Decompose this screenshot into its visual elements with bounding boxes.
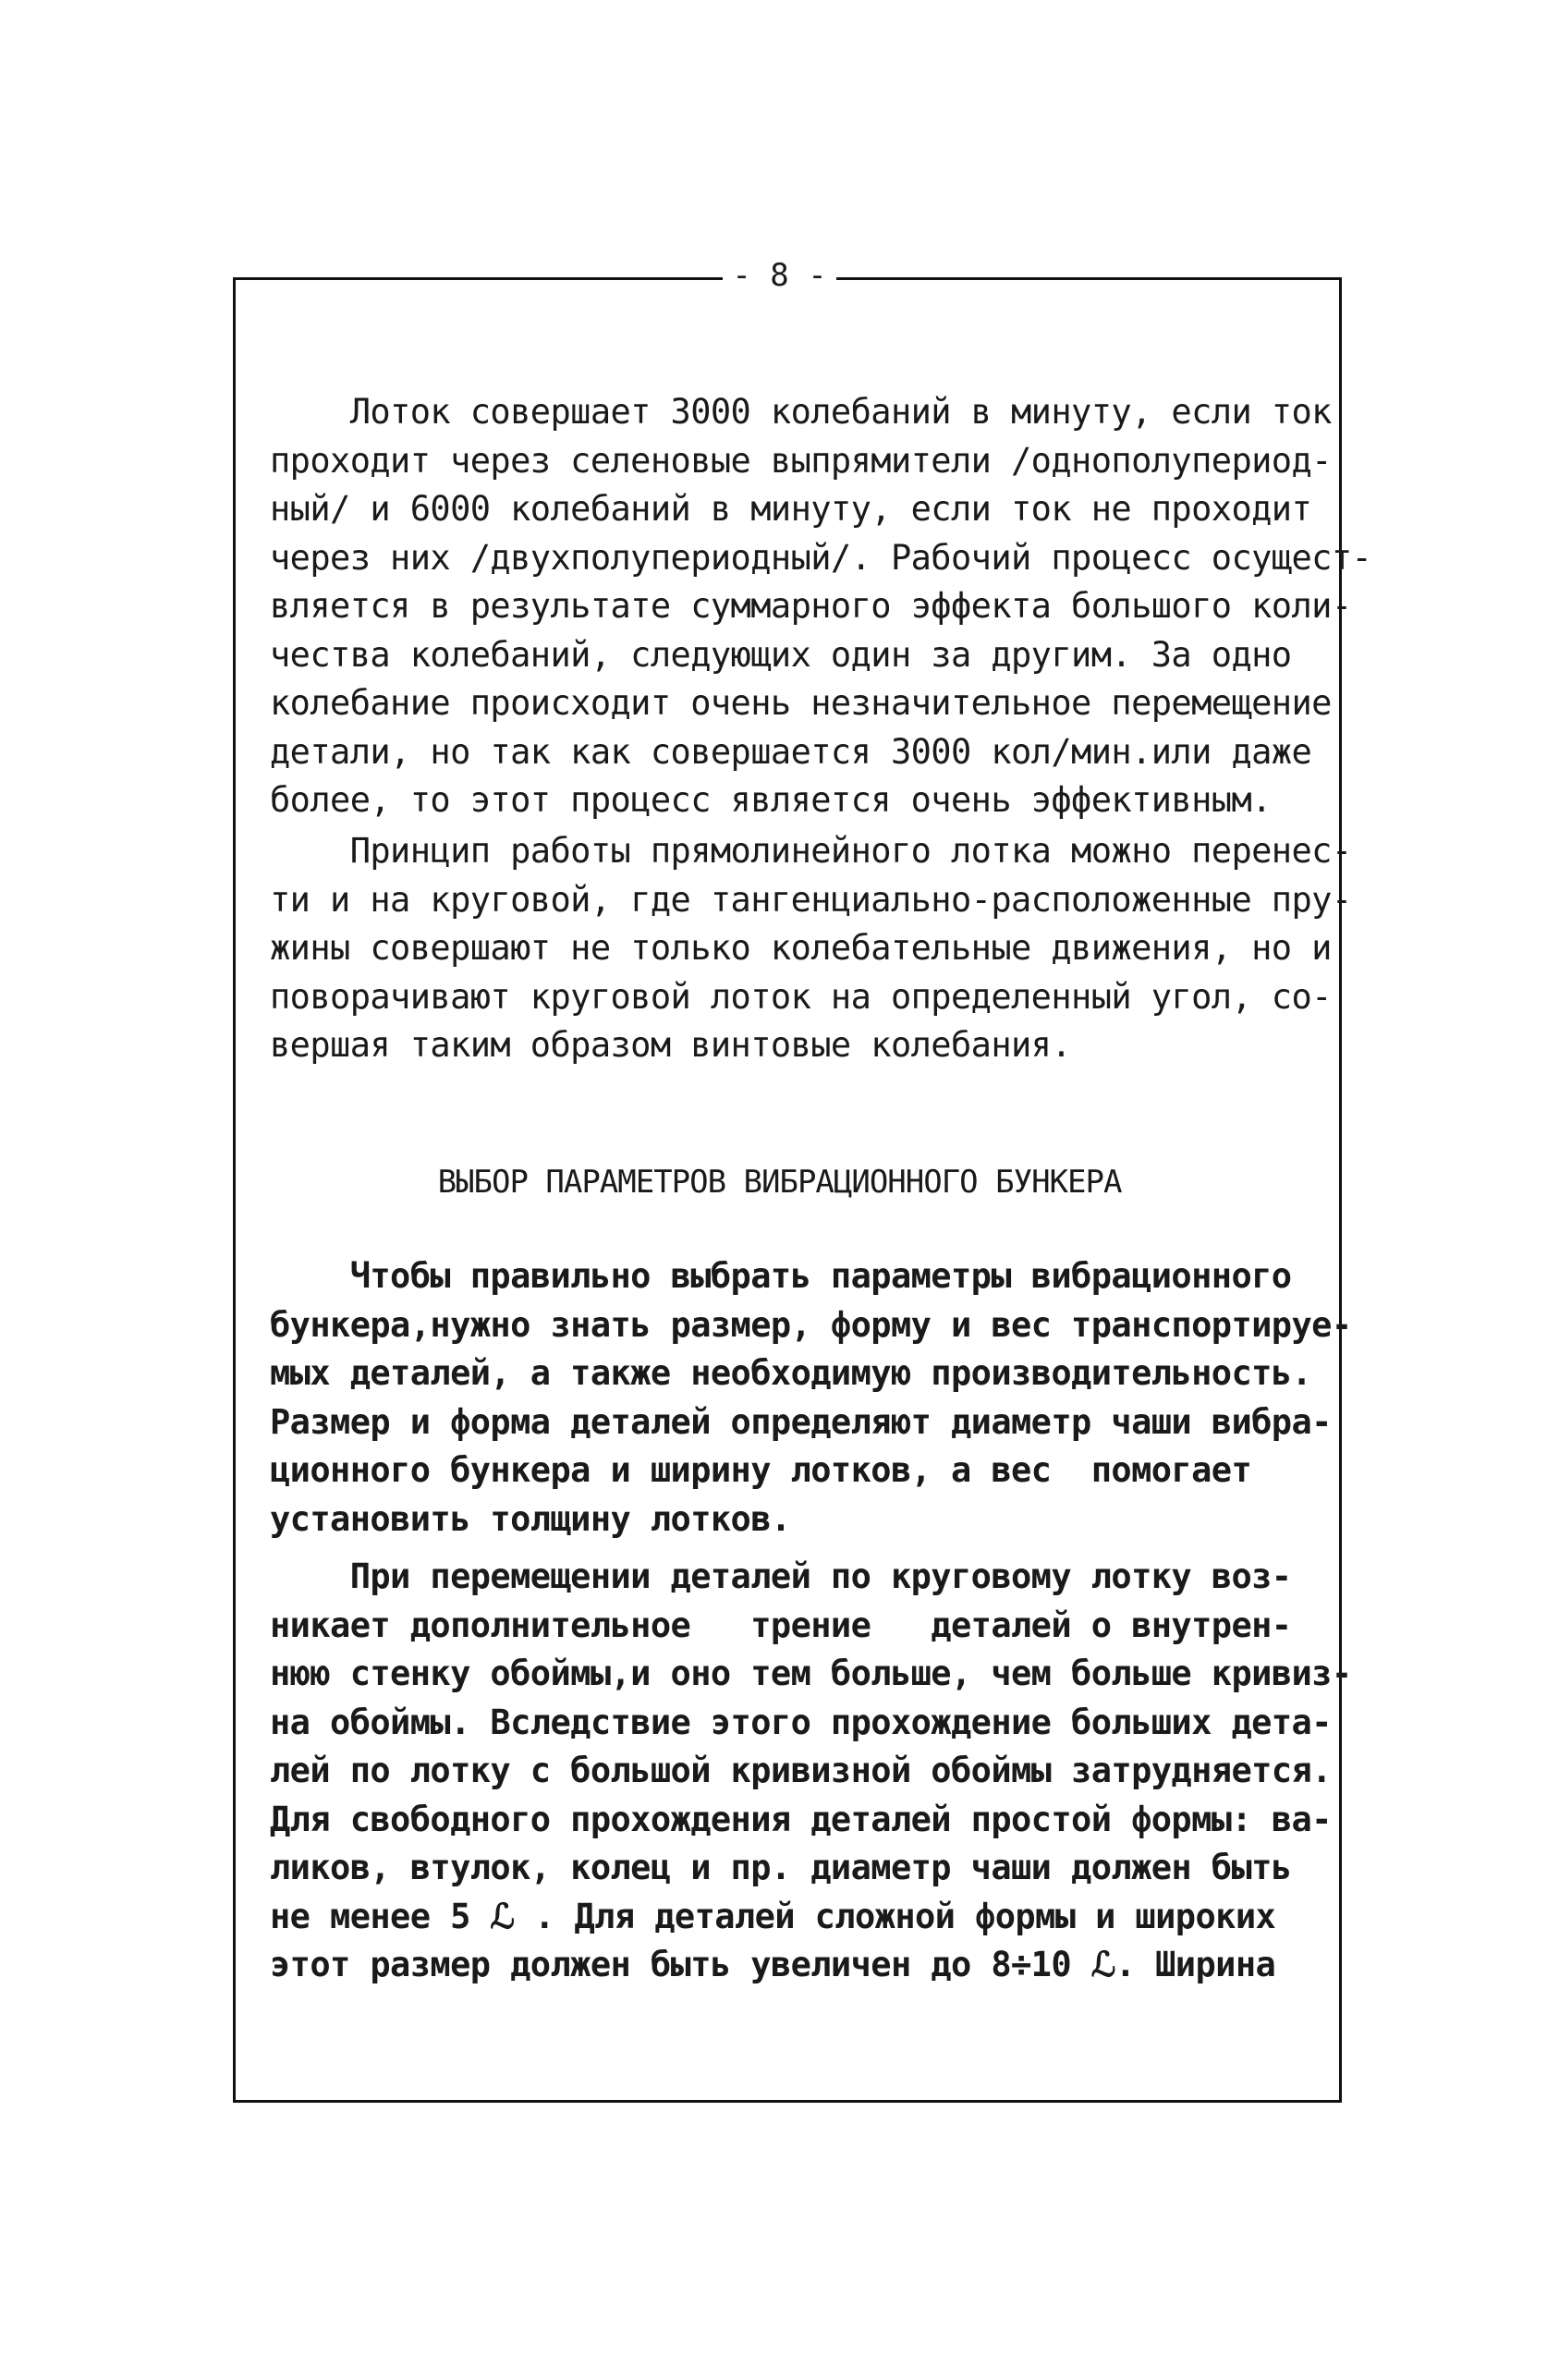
text-line: этот размер должен быть увеличен до 8÷10 ℒ. Ширина: [270, 1945, 1276, 1984]
text-line: более, то этот процесс является очень эффективным.: [270, 780, 1272, 820]
paragraph-1: [270, 388, 1371, 825]
paragraph-3: [270, 1252, 1352, 1544]
text-line: ликов, втулок, колец и пр. диаметр чаши должен быть: [270, 1848, 1292, 1887]
text-line: чества колебаний, следующих один за другим. За одно: [270, 634, 1292, 675]
text-line: детали, но так как совершается 3000 кол/мин.или даже: [270, 731, 1312, 772]
text-line: никает дополнительное трение деталей о внутрен-: [270, 1605, 1292, 1645]
text-line: поворачивают круговой лоток на определенный угол, со-: [270, 976, 1332, 1017]
text-line: Для свободного прохождения деталей простой формы: ва-: [270, 1799, 1332, 1839]
text-line: не менее 5 ℒ . Для деталей сложной формы и широких: [270, 1896, 1276, 1936]
paragraph-4: [270, 1553, 1352, 1990]
text-line: мых деталей, а также необходимую производительность.: [270, 1353, 1312, 1393]
text-line: Размер и форма деталей определяют диаметр чаши вибра-: [270, 1401, 1332, 1442]
section-heading: ВЫБОР ПАРАМЕТРОВ ВИБРАЦИОННОГО БУНКЕРА: [437, 1164, 1122, 1201]
text-line: установить толщину лотков.: [270, 1498, 791, 1539]
text-line: бункера,нужно знать размер, форму и вес транспортируе-: [270, 1304, 1352, 1345]
text-line: вляется в результате суммарного эффекта большого коли-: [270, 586, 1352, 626]
text-line: ный/ и 6000 колебаний в минуту, если ток не проходит: [270, 489, 1312, 529]
text-line: нюю стенку обоймы,и оно тем больше, чем больше кривиз-: [270, 1654, 1352, 1693]
text-line: проходит через селеновые выпрямители /однополупериод-: [270, 440, 1332, 481]
text-line: Чтобы правильно выбрать параметры вибрационного: [270, 1256, 1292, 1296]
text-line: ционного бункера и ширину лотков, а вес помогает: [270, 1450, 1252, 1490]
text-line: через них /двухполупериодный/. Рабочий процесс осущест-: [270, 537, 1372, 578]
text-line: Принцип работы прямолинейного лотка можно перенес-: [270, 831, 1352, 871]
paragraph-2: [270, 827, 1352, 1070]
text-line: При перемещении деталей по круговому лотку воз-: [270, 1556, 1292, 1596]
text-line: Лоток совершает 3000 колебаний в минуту, если ток: [270, 392, 1332, 432]
text-line: на обоймы. Вследствие этого прохождение больших дета-: [270, 1702, 1332, 1742]
text-line: колебание происходит очень незначительное перемещение: [270, 683, 1332, 723]
text-line: жины совершают не только колебательные движения, но и: [270, 928, 1332, 968]
page-number: - 8 -: [0, 255, 1559, 296]
text-line: ти и на круговой, где тангенциально-расположенные пру-: [270, 879, 1352, 920]
text-line: вершая таким образом винтовые колебания.: [270, 1025, 1072, 1065]
text-line: лей по лотку с большой кривизной обоймы затрудняется.: [270, 1751, 1332, 1790]
